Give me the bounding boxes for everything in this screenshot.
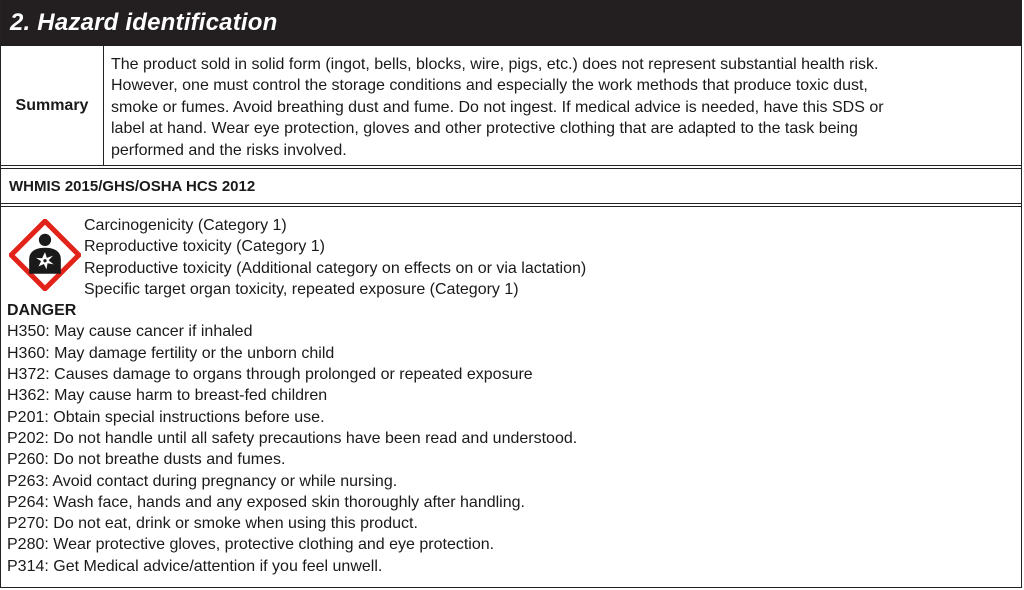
health-hazard-icon xyxy=(9,219,81,291)
signal-word: DANGER xyxy=(7,302,77,320)
section-header xyxy=(1,0,1021,46)
precautionary-statement: P314: Get Medical advice/attention if you feel unwell. xyxy=(7,557,383,575)
statement-list xyxy=(7,321,1021,577)
classification-item: Specific target organ toxicity, repeated exposure (Category 1) xyxy=(84,280,519,298)
summary-line: smoke or fumes. Avoid breathing dust and fume. Do not ingest. If medical advice is needed, have this SDS or xyxy=(111,98,884,116)
summary-label: Summary xyxy=(1,46,104,165)
summary-line: The product sold in solid form (ingot, bells, blocks, wire, pigs, etc.) does not represent substantial health risk. xyxy=(111,56,879,73)
summary-line: performed and the risks involved. xyxy=(111,141,347,159)
precautionary-statement: P202: Do not handle until all safety precautions have been read and understood. xyxy=(7,429,578,447)
hazard-content xyxy=(1,207,1021,577)
classification-item: Reproductive toxicity (Additional category on effects on or via lactation) xyxy=(84,259,587,277)
classification-block xyxy=(7,215,1021,300)
regulation-label: WHMIS 2015/GHS/OSHA HCS 2012 xyxy=(1,169,1021,204)
summary-text xyxy=(104,46,1021,165)
hazard-statement: H360: May damage fertility or the unborn child xyxy=(7,344,335,362)
summary-line: However, one must control the storage conditions and especially the work methods that produce toxic dust, xyxy=(111,77,868,95)
classification-item: Carcinogenicity (Category 1) xyxy=(84,217,287,234)
hazard-statement: H362: May cause harm to breast-fed children xyxy=(7,387,328,405)
precautionary-statement: P201: Obtain special instructions before use. xyxy=(7,408,325,426)
hazard-statement: H372: Causes damage to organs through prolonged or repeated exposure xyxy=(7,366,533,384)
precautionary-statement: P260: Do not breathe dusts and fumes. xyxy=(7,451,286,469)
precautionary-statement: P270: Do not eat, drink or smoke when using this product. xyxy=(7,515,418,533)
section-title: 2. Hazard identification xyxy=(10,9,278,36)
precautionary-statement: P263: Avoid contact during pregnancy or while nursing. xyxy=(7,472,398,490)
precautionary-statement: P264: Wash face, hands and any exposed skin thoroughly after handling. xyxy=(7,493,525,511)
summary-line: label at hand. Wear eye protection, gloves and other protective clothing that are adapted to the task being xyxy=(111,120,858,138)
classification-item: Reproductive toxicity (Category 1) xyxy=(84,238,325,256)
precautionary-statement: P280: Wear protective gloves, protective clothing and eye protection. xyxy=(7,536,495,554)
summary-row xyxy=(1,46,1021,166)
classification-list xyxy=(84,215,586,300)
hazard-statement: H350: May cause cancer if inhaled xyxy=(7,323,253,341)
